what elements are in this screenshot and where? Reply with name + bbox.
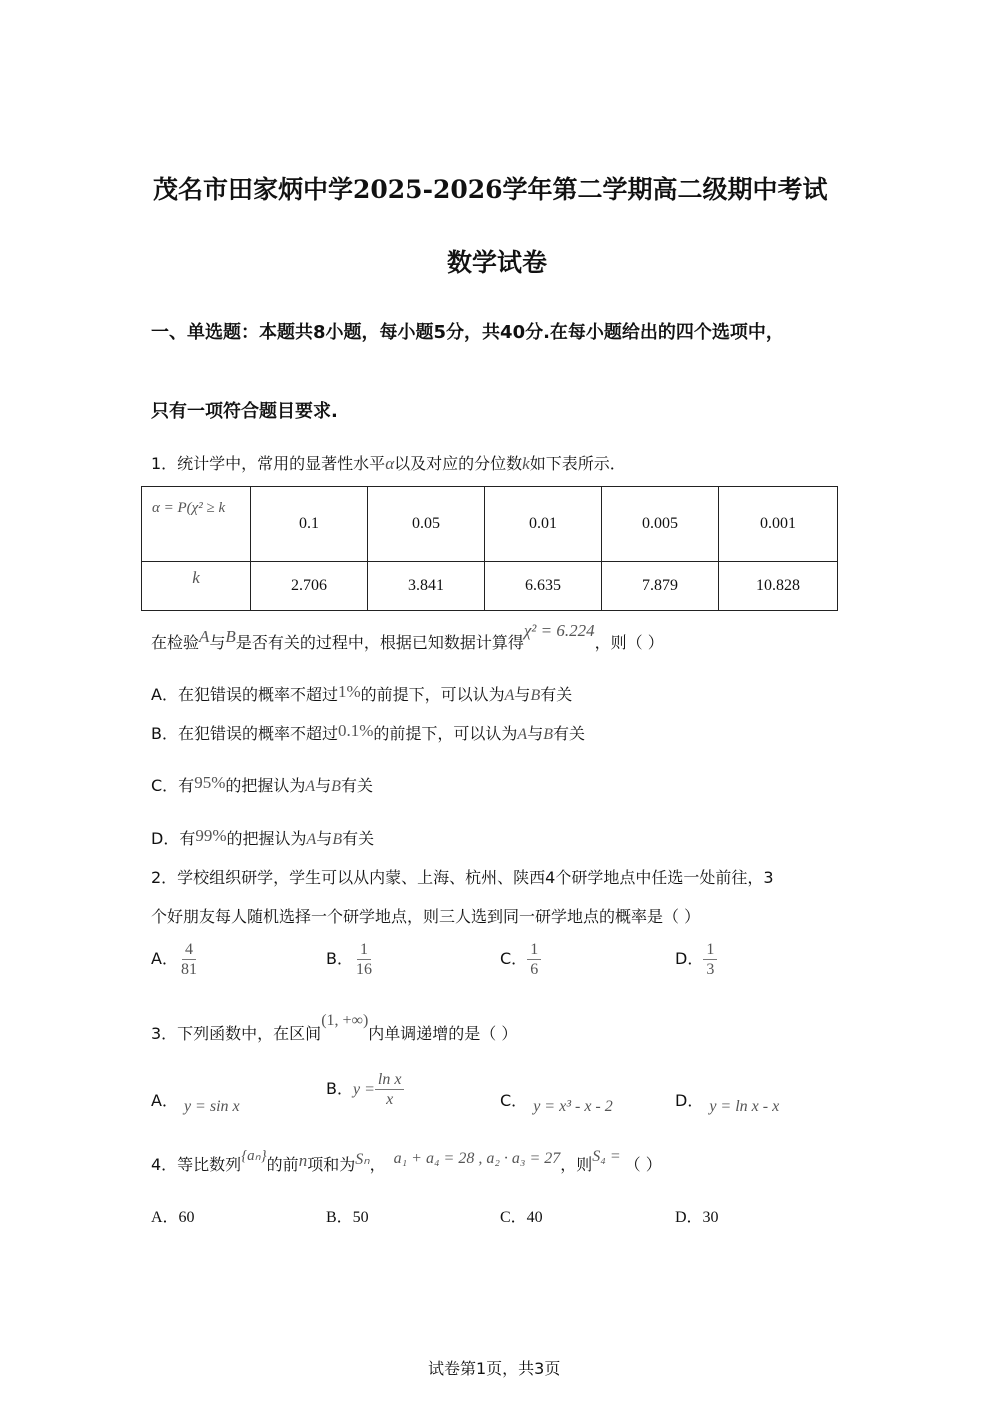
q1-k: k <box>522 454 530 473</box>
table-cell: 0.05 <box>368 487 485 562</box>
table-header-k: k <box>142 562 251 611</box>
table-cell: 2.706 <box>251 562 368 611</box>
q1-option-d[interactable]: D．有99%的把握认为A与B有关 <box>151 826 375 848</box>
q3-option-a[interactable]: A． y = sin x <box>151 1091 240 1115</box>
table-cell: 0.005 <box>602 487 719 562</box>
fraction: $\frac{1}{3}$ <box>703 940 717 979</box>
q4-sequence: {aₙ} <box>241 1148 267 1164</box>
q2-option-b[interactable]: B． $\frac{1}{16}$ <box>326 940 375 979</box>
q3-interval: (1, +∞) <box>321 1012 369 1029</box>
chi-square-value: χ² = 6.224 <box>523 621 595 640</box>
fraction: $\frac{1}{6}$ <box>527 940 541 979</box>
q1-option-b[interactable]: B．在犯错误的概率不超过0.1%的前提下，可以认为A与B有关 <box>151 721 586 743</box>
table-cell: 10.828 <box>719 562 838 611</box>
section-heading-line2: 只有一项符合题目要求. <box>151 401 338 422</box>
q1-stem-text: 1．统计学中，常用的显著性水平 <box>151 454 386 473</box>
q4-stem: 4．等比数列{aₙ}的前n项和为Sₙ， a₁ + a₄ = 28 , a₂ · a₃ = 27，则S₄ = （ ） <box>151 1148 662 1174</box>
q4-option-c[interactable]: C．40 <box>500 1209 543 1226</box>
exam-title: 茂名市田家炳中学2025-2026学年第二学期高二级期中考试 <box>153 175 828 204</box>
table-cell: 0.1 <box>251 487 368 562</box>
section-heading-line1: 一、单选题：本题共8小题，每小题5分，共40分.在每小题给出的四个选项中， <box>151 322 784 343</box>
q3-option-d[interactable]: D． y = ln x - x <box>675 1091 780 1115</box>
q1-stem <box>151 451 626 474</box>
table-cell: 0.01 <box>485 487 602 562</box>
q1-alpha: α <box>385 454 395 473</box>
table-cell: 7.879 <box>602 562 719 611</box>
fraction: $\frac{1}{16}$ <box>355 941 372 978</box>
q1-stem-text2: 以及对应的分位数 <box>394 454 523 473</box>
q1-stem-text3: 如下表所示． <box>529 454 626 473</box>
q2-option-a[interactable]: A． $\frac{4}{81}$ <box>151 940 200 979</box>
q2-stem-line1: 2．学校组织研学，学生可以从内蒙、上海、杭州、陕西4个研学地点中任选一处前往，3 <box>151 868 774 887</box>
q1-table <box>141 486 838 611</box>
q4-condition: a₁ + a₄ = 28 , a₂ · a₃ = 27 <box>393 1150 561 1167</box>
q2-stem-line2: 个好朋友每人随机选择一个研学地点，则三人选到同一研学地点的概率是（ ） <box>151 907 701 926</box>
q1-option-a[interactable]: A．在犯错误的概率不超过1%的前提下，可以认为A与B有关 <box>151 682 573 704</box>
q4-option-b[interactable]: B．50 <box>326 1209 369 1226</box>
page-footer: 试卷第1页，共3页 <box>428 1359 561 1378</box>
fraction: $\frac{4}{81}$ <box>180 941 197 978</box>
q1-option-c[interactable]: C．有95%的把握认为A与B有关 <box>151 773 373 795</box>
exam-subtitle: 数学试卷 <box>447 248 548 277</box>
q3-option-c[interactable]: C． y = x³ - x - 2 <box>500 1091 613 1115</box>
table-header-alpha: α = P(χ² ≥ k <box>142 487 251 562</box>
table-cell: 0.001 <box>719 487 838 562</box>
q1-condition: 在检验A与B是否有关的过程中，根据已知数据计算得χ² = 6.224，则（ ） <box>151 621 664 652</box>
q3-option-b[interactable]: B．y = $\frac{\text{ln x}}{x}$ <box>326 1070 404 1109</box>
table-cell: 3.841 <box>368 562 485 611</box>
table-cell: 6.635 <box>485 562 602 611</box>
q2-option-c[interactable]: C． $\frac{1}{6}$ <box>500 940 541 979</box>
q4-option-a[interactable]: A．60 <box>151 1209 195 1226</box>
fraction: $\frac{\text{ln x}}{x}$ <box>375 1070 405 1109</box>
q4-option-d[interactable]: D．30 <box>675 1209 719 1226</box>
q2-option-d[interactable]: D． $\frac{1}{3}$ <box>675 940 717 979</box>
q3-stem: 3．下列函数中，在区间(1, +∞)内单调递增的是（ ） <box>151 1012 518 1043</box>
